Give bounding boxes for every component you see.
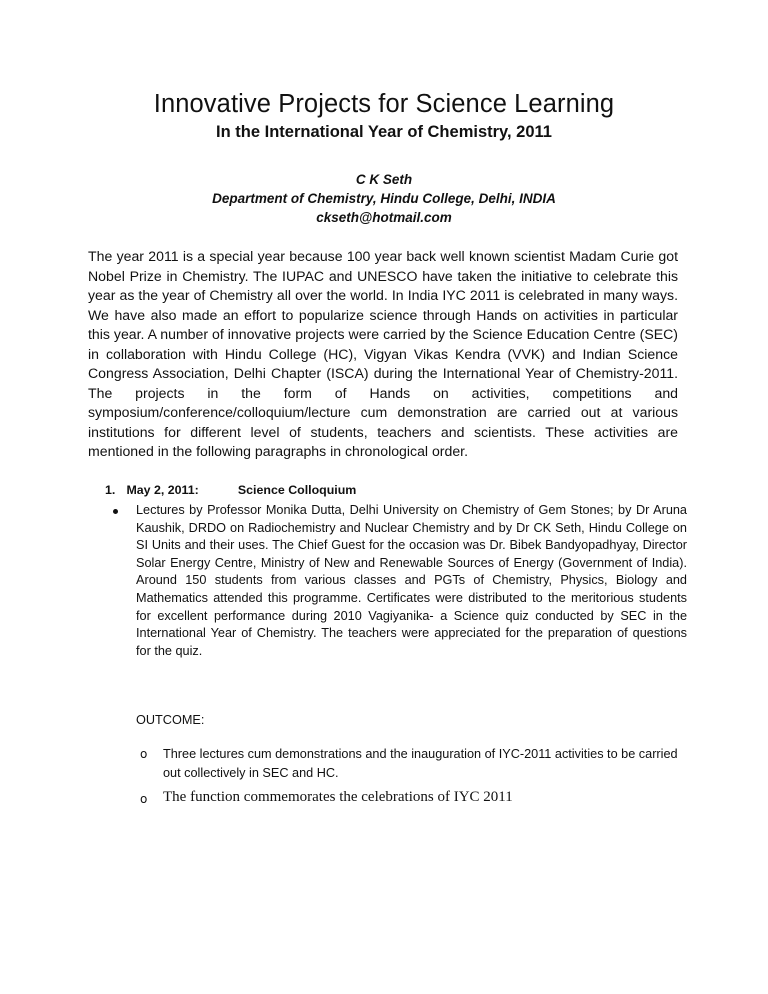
author-name: C K Seth: [355, 172, 413, 187]
outcome-text: Three lectures cum demonstrations and the inauguration of IYC-2011 activities to be carried out collectively in SEC and HC.: [163, 747, 678, 780]
item-heading: Science Colloquium: [237, 483, 357, 497]
document-subtitle: In the International Year of Chemistry, 2011: [216, 123, 552, 141]
author-block: [0, 170, 768, 227]
document-title: Innovative Projects for Science Learning: [153, 90, 615, 118]
circle-bullet-icon: o: [140, 747, 148, 761]
author-email: ckseth@hotmail.com: [316, 210, 452, 225]
circle-bullet-icon: o: [140, 792, 148, 806]
author-affiliation: Department of Chemistry, Hindu College, Delhi, INDIA: [212, 191, 556, 206]
outcome-label: OUTCOME:: [136, 713, 205, 727]
outcome-text: The function commemorates the celebrations of IYC 2011: [163, 789, 513, 805]
item-number: 1.: [105, 483, 116, 497]
bullet-dot-icon: [113, 509, 118, 514]
intro-paragraph: The year 2011 is a special year because 100 year back well known scientist Madam Curie got Nobel Prize in Chemistry. The IUPAC and UNESCO have taken the initiative to celebrate this year as the year of Chemistry all over the world. In India IYC 2011 is celebrated in many ways. We have also made an effort to popularize science through Hands on activities in particular this year. A number of innovative projects were carried by the Science Education Centre (SEC) in collaboration with Hindu College (HC), Vigyan Vikas Kendra (VVK) and Indian Science Congress Association, Delhi Chapter (ISCA) during the International Year of Chemistry-2011. The projects in the form of Hands on activities, competitions and symposium/conference/colloquium/lecture cum demonstration are carried out at various institutions for different level of students, teachers and scientists. These activities are mentioned in the following paragraphs in chronological order.: [88, 248, 678, 459]
item-date: May 2, 2011:: [126, 483, 199, 497]
list-item-heading: [105, 483, 685, 497]
item-description: Lectures by Professor Monika Dutta, Delhi University on Chemistry of Gem Stones; by Dr Aruna Kaushik, DRDO on Radiochemistry and Nuclear Chemistry and by Dr CK Seth, Hindu College on SI Units and their uses. The Chief Guest for the occasion was Dr. Bibek Bandyopadhyay, Director Solar Energy Centre, Ministry of New and Renewable Sources of Energy (Government of India). Around 150 students from various classes and PGTs of Chemistry, Physics, Biology and Mathematics attended this programme. Certificates were distributed to the meritorious students for excellent performance during 2010 Vagiyanika- a Science quiz conducted by SEC in the International Year of Chemistry. The teachers were appreciated for the preparation of questions for the quiz.: [136, 503, 687, 658]
